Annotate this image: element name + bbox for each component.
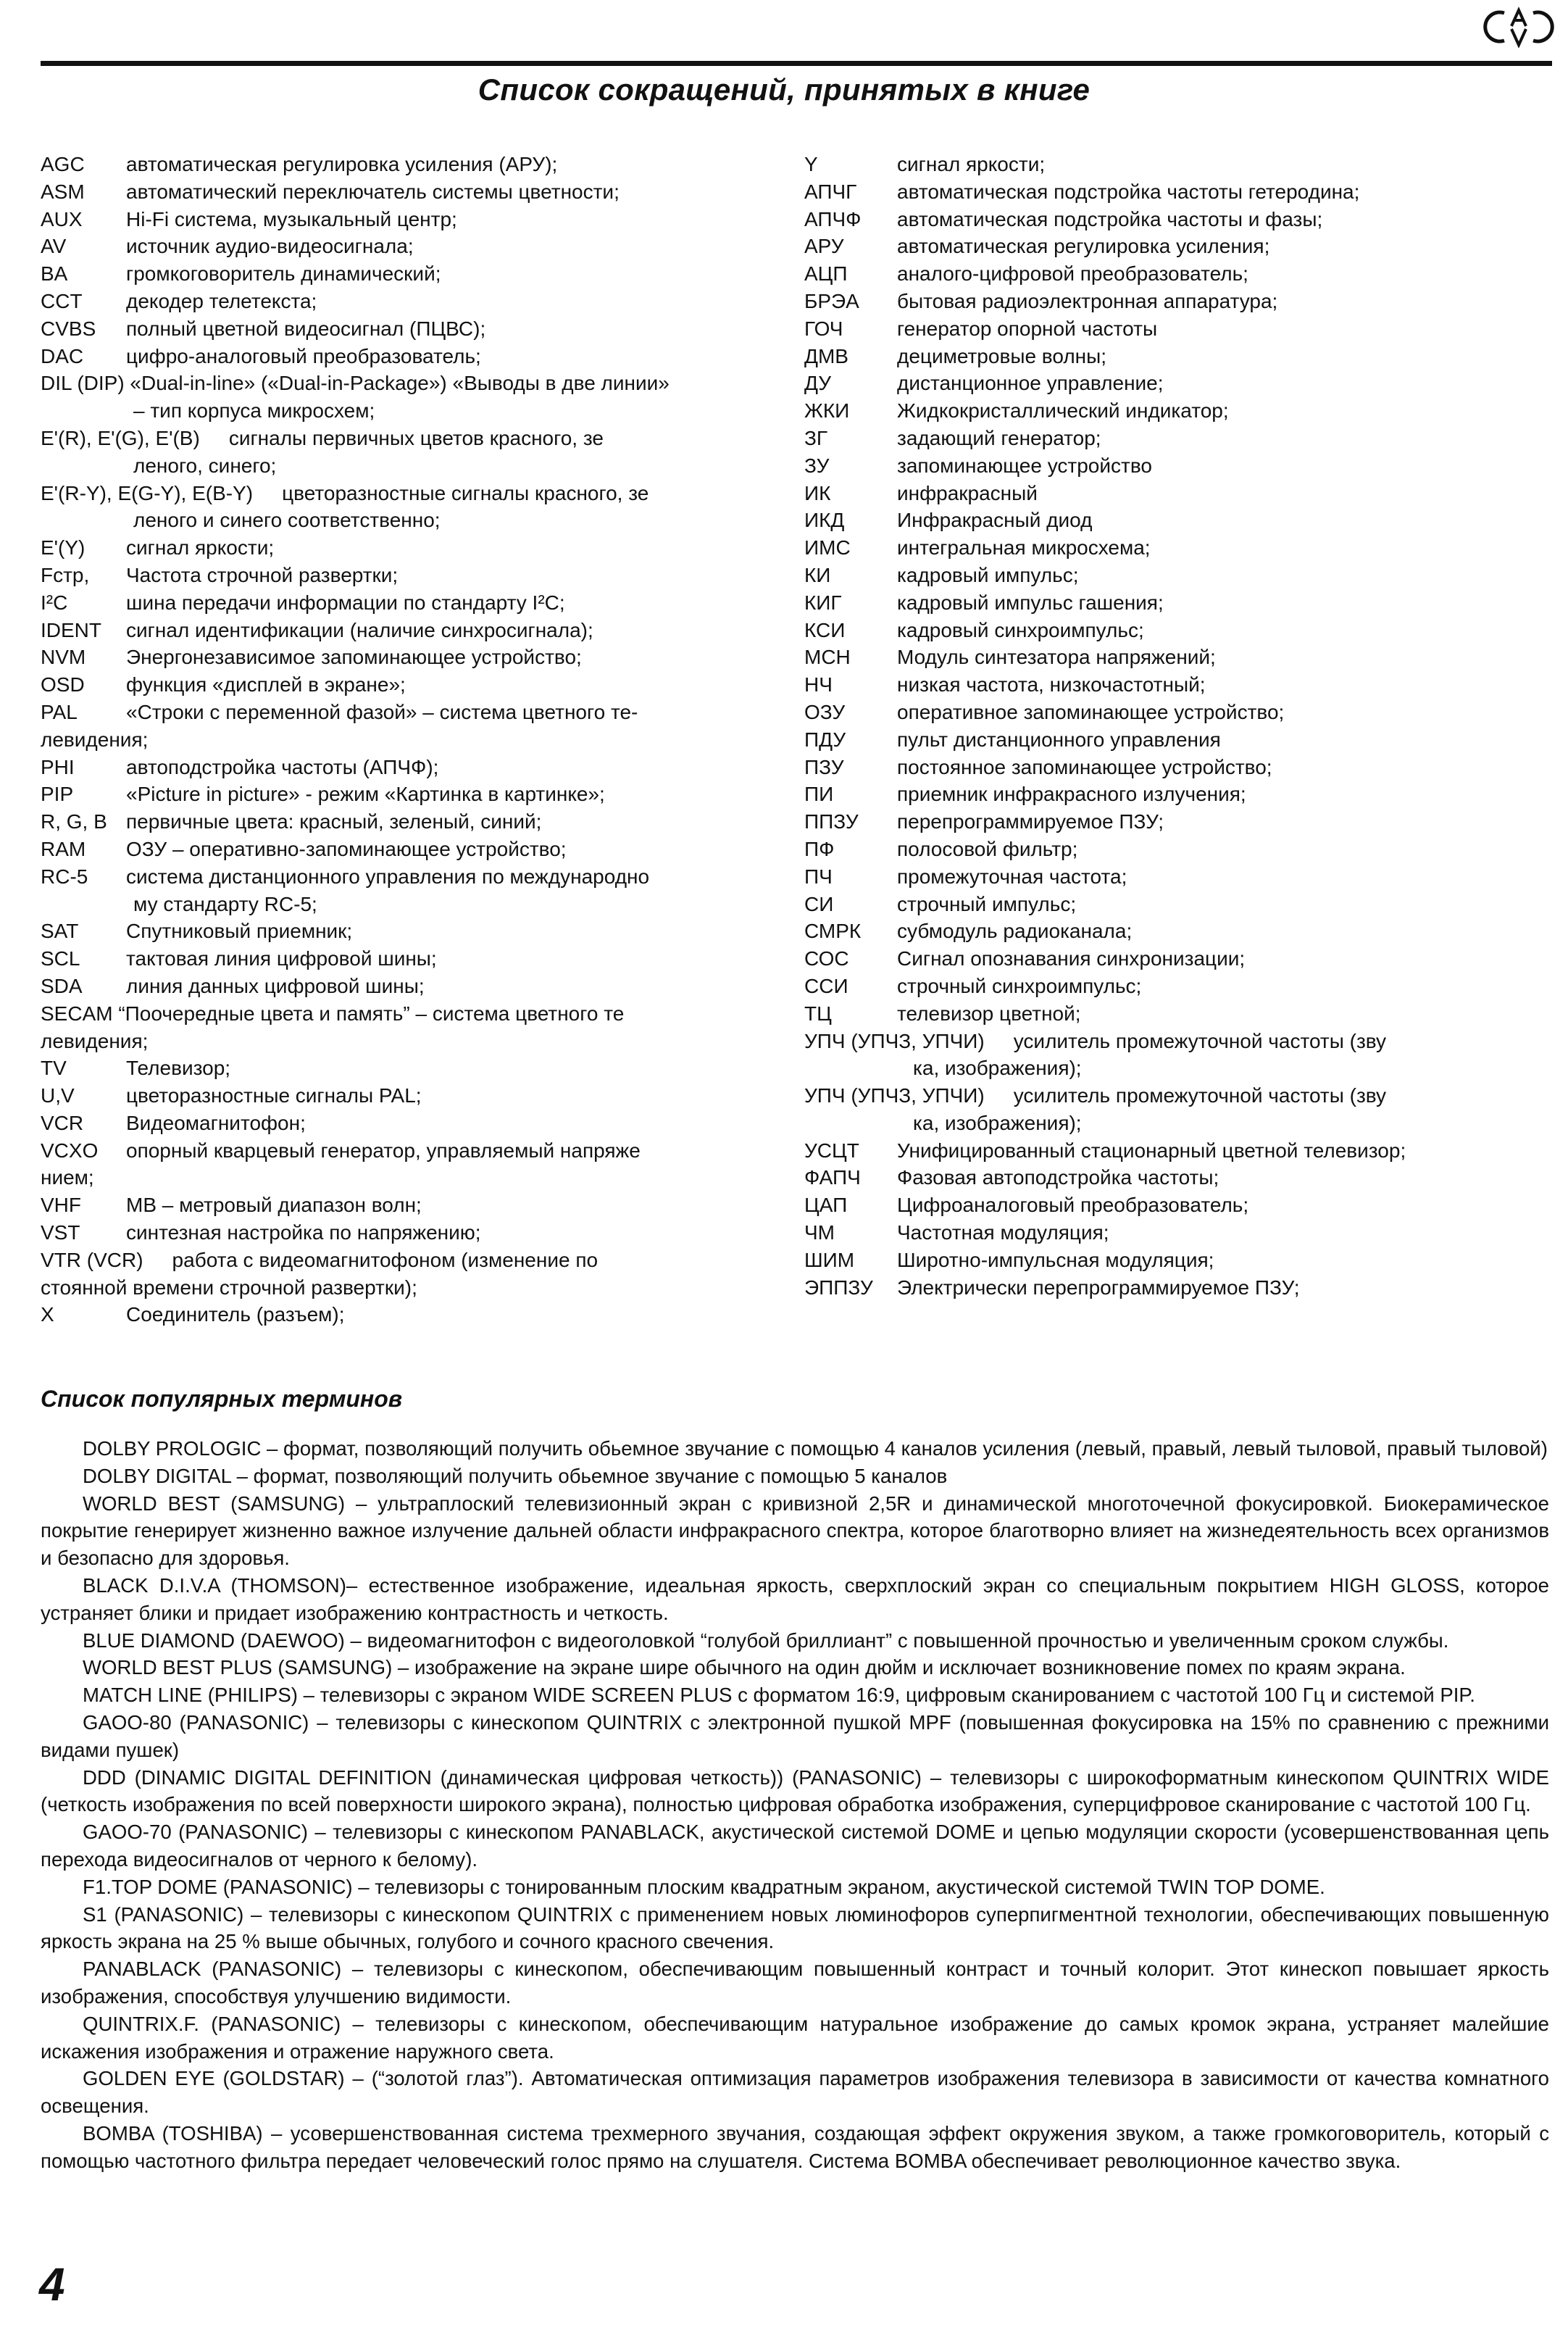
abbr-term: ТЦ (804, 1002, 832, 1025)
abbr-definition: сигналы первичных цветов красного, зе (228, 426, 604, 449)
abbr-definition: работа с видеомагнитофоном (изменение по (172, 1248, 599, 1271)
abbr-definition: автоматическая регулировка усиления; (897, 235, 1270, 258)
abbr-definition: низкая частота, низкочастотный; (897, 673, 1206, 696)
abbr-row (804, 288, 1558, 315)
abbr-continuation: нием; (41, 1166, 94, 1189)
abbr-line: SECAM “Поочередные цвета и память” – система цветного те (41, 1002, 625, 1025)
abbr-term: КСИ (804, 618, 846, 641)
abbr-definition: Сигнал опознавания синхронизации; (897, 947, 1246, 970)
abbr-term: NVM (41, 646, 86, 669)
abbr-row (41, 781, 765, 808)
abbr-term: БРЭА (804, 289, 859, 312)
abbr-definition: кадровый импульс гашения; (897, 591, 1164, 614)
abbr-term: АРУ (804, 235, 844, 258)
abbr-term: OSD (41, 673, 85, 696)
abbr-definition: Частота строчной развертки; (126, 563, 399, 586)
abbr-row (41, 288, 765, 315)
abbreviations-left-column (41, 151, 765, 1328)
term-paragraph: BLUE DIAMOND (DAEWOO) – видеомагнитофон с видеоголовкой “голубой бриллиант” с повышенной прочностью и увеличенным сроком службы. (83, 1629, 1449, 1652)
abbr-row (41, 1000, 765, 1028)
abbr-definition: Инфракрасный диод (897, 509, 1093, 532)
av-logo-icon (1482, 6, 1555, 48)
abbr-row (804, 836, 1558, 863)
abbr-continuation: ка, изображения); (913, 1111, 1082, 1134)
abbr-term: ЭППЗУ (804, 1276, 873, 1299)
abbr-row (41, 863, 765, 891)
abbr-definition: запоминающее устройство (897, 454, 1152, 477)
abbr-term: VST (41, 1221, 80, 1244)
abbr-term: DAC (41, 344, 84, 367)
abbr-term: VCXO (41, 1139, 99, 1162)
abbr-term: VHF (41, 1194, 81, 1217)
abbr-row (804, 918, 1558, 945)
abbr-definition: полосовой фильтр; (897, 837, 1078, 860)
abbr-definition: цифро-аналоговый преобразователь; (126, 344, 481, 367)
abbr-term: RAM (41, 837, 86, 860)
abbr-row (41, 1219, 765, 1247)
abbr-definition: промежуточная частота; (897, 865, 1127, 888)
terms-list (41, 1435, 1549, 2175)
abbr-definition: линия данных цифровой шины; (126, 974, 425, 997)
term-paragraph: BLACK D.I.V.A (THOMSON)– естественное изображение, идеальная яркость, сверхплоский экран со специальным покрытием HIGH GLOSS, которое устраняет блики и придает изображению контрастность и четкость. (41, 1573, 1549, 1624)
abbr-definition: декодер телетекста; (126, 289, 317, 312)
abbr-row (804, 1274, 1558, 1302)
abbr-row (41, 425, 765, 452)
abbr-row (804, 206, 1558, 233)
abbr-term: SDA (41, 974, 83, 997)
abbr-definition: Фазовая автоподстройка частоты; (897, 1166, 1219, 1189)
page-number: 4 (39, 2258, 65, 2311)
abbr-definition: дециметровые волны; (897, 344, 1107, 367)
abbr-row (804, 644, 1558, 671)
abbr-row (41, 1301, 765, 1328)
abbr-term: SCL (41, 947, 80, 970)
abbr-definition: усилитель промежуточной частоты (зву (1013, 1084, 1387, 1107)
abbr-continuation: ка, изображения); (913, 1057, 1082, 1080)
abbr-definition: цветоразностные сигналы PAL; (126, 1084, 422, 1107)
abbr-definition: Модуль синтезатора напряжений; (897, 646, 1216, 669)
abbr-term: ЦАП (804, 1194, 848, 1217)
abbr-definition: усилитель промежуточной частоты (зву (1013, 1029, 1387, 1052)
abbr-row (41, 589, 765, 617)
abbr-definition: Спутниковый приемник; (126, 920, 353, 943)
abbr-term: AUX (41, 207, 83, 230)
abbr-row (41, 644, 765, 671)
abbr-definition: Жидкокристаллический индикатор; (897, 399, 1229, 423)
abbr-definition: аналого-цифровой преобразователь; (897, 262, 1248, 286)
abbr-row (804, 808, 1558, 836)
abbr-definition: инфракрасный (897, 481, 1038, 504)
abbr-term: R, G, B (41, 810, 107, 833)
abbr-row (41, 1191, 765, 1219)
abbr-row (804, 863, 1558, 891)
term-paragraph: GAOO-80 (PANASONIC) – телевизоры с кинескопом QUINTRIX с электронной пушкой MPF (повышенная фокусировка на 15% по сравнению с прежними видами пушек) (41, 1710, 1549, 1761)
abbr-definition: задающий генератор; (897, 426, 1101, 449)
abbr-row (804, 973, 1558, 1000)
term-paragraph: GOLDEN EYE (GOLDSTAR) – (“золотой глаз”). Автоматическая оптимизация параметров изображения телевизора в зависимости от качества комнатного освещения. (41, 2067, 1549, 2118)
abbr-definition: пульт дистанционного управления (897, 728, 1221, 751)
abbr-definition: синтезная настройка по напряжению; (126, 1221, 481, 1244)
abbr-row (41, 151, 765, 178)
abbr-term: ФАПЧ (804, 1166, 861, 1189)
abbr-term: PIP (41, 783, 74, 806)
term-paragraph: DDD (DINAMIC DIGITAL DEFINITION (динамическая цифровая четкость)) (PANASONIC) – телевизоры с широкоформатным кинескопом QUINTRIX WIDE (четкость изображения по всей поверхности широкого экрана), полностью цифровая обработка изображения, суперцифровое сканирование с частотой 100 Гц. (41, 1765, 1549, 1816)
abbr-row (804, 343, 1558, 370)
abbr-term: CVBS (41, 317, 96, 340)
abbr-term: УПЧ (УПЧЗ, УПЧИ) (804, 1084, 985, 1107)
abbr-term: RC-5 (41, 865, 88, 888)
abbr-row (804, 754, 1558, 781)
header-rule (41, 61, 1552, 66)
abbr-row (41, 370, 765, 397)
abbr-term: АЦП (804, 262, 848, 286)
abbr-definition: опорный кварцевый генератор, управляемый напряже (126, 1139, 641, 1162)
abbr-term: Y (804, 153, 818, 175)
abbr-row (41, 206, 765, 233)
abbr-row (804, 1082, 1558, 1110)
abbr-continuation: леного, синего; (133, 454, 277, 477)
abbr-row (41, 480, 765, 507)
abbr-row (804, 397, 1558, 425)
abbr-definition: интегральная микросхема; (897, 536, 1151, 560)
abbr-row (804, 617, 1558, 644)
abbr-definition: генератор опорной частоты (897, 317, 1158, 340)
abbr-term: ИМС (804, 536, 851, 560)
abbr-row (41, 315, 765, 343)
abbr-definition: Широтно-импульсная модуляция; (897, 1248, 1214, 1271)
abbr-term: I²C (41, 591, 68, 614)
abbr-row (804, 370, 1558, 397)
abbr-row (804, 452, 1558, 480)
abbr-definition: дистанционное управление; (897, 372, 1164, 395)
abbr-definition: источник аудио-видеосигнала; (126, 235, 414, 258)
abbr-term: VCR (41, 1111, 84, 1134)
abbr-row (804, 151, 1558, 178)
abbr-continuation: му стандарту RC-5; (133, 892, 317, 915)
term-paragraph: S1 (PANASONIC) – телевизоры с кинескопом QUINTRIX с применением новых люминофоров суперпигментной технологии, обеспечивающих повышенную яркость экрана на 25 % выше обычных, голубого и сочного красного свечения. (41, 1902, 1549, 1953)
abbr-definition: «Picture in picture» - режим «Картинка в картинке»; (126, 783, 605, 806)
abbr-row (804, 507, 1558, 534)
abbr-row (41, 836, 765, 863)
abbr-definition: автоподстройка частоты (АПЧФ); (126, 755, 439, 778)
abbr-term: ИКД (804, 509, 845, 532)
abbr-term: ПЧ (804, 865, 833, 888)
abbr-row (41, 534, 765, 562)
abbr-term: VTR (VCR) (41, 1248, 143, 1271)
abbr-term: СОС (804, 947, 849, 970)
abbr-term: СИ (804, 892, 834, 915)
abbr-term: КИ (804, 563, 831, 586)
abbr-definition: автоматическая регулировка усиления (АРУ); (126, 153, 558, 175)
abbr-term: ГОЧ (804, 317, 843, 340)
abbr-row (804, 891, 1558, 918)
abbr-definition: функция «дисплей в экране»; (126, 673, 406, 696)
abbr-definition: шина передачи информации по стандарту I²C; (126, 591, 565, 614)
term-paragraph: PANABLACK (PANASONIC) – телевизоры с кинескопом, обеспечивающим повышенный контраст и точный колорит. Этот кинескоп повышает яркость изображения, способствуя улучшению видимости. (41, 1958, 1549, 2008)
term-paragraph: WORLD BEST PLUS (SAMSUNG) – изображение на экране шире обычного на один дюйм и исключает возникновение помех по краям экрана. (83, 1656, 1406, 1679)
abbr-definition: перепрограммируемое ПЗУ; (897, 810, 1164, 833)
abbr-term: E'(Y) (41, 536, 86, 560)
abbr-term: BA (41, 262, 68, 286)
abbr-row (804, 1000, 1558, 1028)
abbreviations-right-column (804, 151, 1558, 1301)
abbr-row (804, 945, 1558, 973)
abbr-continuation: – тип корпуса микросхем; (133, 399, 375, 423)
abbr-continuation: леного и синего соответственно; (133, 509, 441, 532)
abbr-term: ЗУ (804, 454, 830, 477)
abbr-term: PHI (41, 755, 75, 778)
abbr-definition: Энергонезависимое запоминающее устройство; (126, 646, 582, 669)
abbr-row (41, 671, 765, 699)
abbr-definition: строчный синхроимпульс; (897, 974, 1142, 997)
abbr-definition: автоматический переключатель системы цветности; (126, 180, 620, 203)
abbr-term: ПФ (804, 837, 835, 860)
abbr-row (41, 918, 765, 945)
abbr-definition: Унифицированный стационарный цветной телевизор; (897, 1139, 1406, 1162)
abbr-definition: кадровый синхроимпульс; (897, 618, 1144, 641)
abbr-row (41, 973, 765, 1000)
abbr-term: ЧМ (804, 1221, 835, 1244)
abbr-row (804, 425, 1558, 452)
abbr-row (804, 562, 1558, 589)
term-paragraph: QUINTRIX.F. (PANASONIC) – телевизоры с кинескопом, обеспечивающим натуральное изображение до самых кромок экрана, устраняет малейшие искажения изображения и отражение наружного света. (41, 2012, 1549, 2063)
page-title: Список сокращений, принятых в книге (478, 72, 1090, 107)
abbr-row (41, 1110, 765, 1137)
abbr-term: ДУ (804, 372, 832, 395)
abbr-term: ССИ (804, 974, 848, 997)
abbr-definition: Цифроаналоговый преобразователь; (897, 1194, 1249, 1217)
abbr-row (804, 178, 1558, 206)
abbr-row (804, 781, 1558, 808)
abbr-term: CCT (41, 289, 83, 312)
terms-heading: Список популярных терминов (41, 1386, 403, 1412)
abbr-definition: оперативное запоминающее устройство; (897, 700, 1285, 723)
abbr-term: УПЧ (УПЧЗ, УПЧИ) (804, 1029, 985, 1052)
abbr-row (41, 754, 765, 781)
abbr-term: МСН (804, 646, 851, 669)
abbr-row (804, 726, 1558, 754)
abbr-definition: бытовая радиоэлектронная аппаратура; (897, 289, 1278, 312)
abbr-definition: приемник инфракрасного излучения; (897, 783, 1246, 806)
abbr-definition: сигнал яркости; (126, 536, 275, 560)
abbr-row (41, 699, 765, 726)
abbr-term: ЗГ (804, 426, 828, 449)
abbr-row (41, 1055, 765, 1082)
term-paragraph: GAOO-70 (PANASONIC) – телевизоры с кинескопом PANABLACK, акустической системой DOME и цепью модуляции скорости (усовершенствованная цепь перехода видеосигналов от черного к белому). (41, 1821, 1549, 1871)
abbr-definition: МВ – метровый диапазон волн; (126, 1194, 422, 1217)
abbr-definition: сигнал идентификации (наличие синхросигнала); (126, 618, 593, 641)
abbr-definition: постоянное запоминающее устройство; (897, 755, 1272, 778)
abbr-row (41, 945, 765, 973)
term-paragraph: WORLD BEST (SAMSUNG) – ультраплоский телевизионный экран с кривизной 2,5R и динамической многоточечной фокусировкой. Биокерамическое покрытие генерирует жизненно важное излучение дальней области инфракрасного спектра, которое благотворно влияет на жизнедеятельность всех организмов и безопасно для здоровья. (41, 1492, 1549, 1570)
abbr-row (804, 589, 1558, 617)
abbr-row (804, 1247, 1558, 1274)
abbr-definition: автоматическая подстройка частоты и фазы; (897, 207, 1323, 230)
abbr-row (804, 699, 1558, 726)
abbr-term: ASM (41, 180, 85, 203)
abbr-row (804, 671, 1558, 699)
abbr-term: IDENT (41, 618, 101, 641)
abbr-term: ШИМ (804, 1248, 855, 1271)
abbr-continuation: стоянной времени строчной развертки); (41, 1276, 417, 1299)
abbr-term: КИГ (804, 591, 842, 614)
abbr-row (804, 233, 1558, 260)
abbr-definition: ОЗУ – оперативно-запоминающее устройство; (126, 837, 567, 860)
abbr-row (804, 1191, 1558, 1219)
abbr-term: AV (41, 235, 67, 258)
abbr-term: ИК (804, 481, 831, 504)
abbr-term: ППЗУ (804, 810, 859, 833)
abbr-row (41, 617, 765, 644)
term-paragraph: DOLBY DIGITAL – формат, позволяющий получить обьемное звучание с помощью 5 каналов (83, 1464, 948, 1487)
abbr-row (804, 1164, 1558, 1191)
term-paragraph: MATCH LINE (PHILIPS) – телевизоры с экраном WIDE SCREEN PLUS с форматом 16:9, цифровым сканированием с частотой 100 Гц и системой PIP. (83, 1684, 1475, 1707)
abbr-term: АПЧГ (804, 180, 857, 203)
abbr-row (41, 1137, 765, 1165)
abbr-row (804, 534, 1558, 562)
abbr-term: СМРК (804, 920, 862, 943)
abbr-definition: полный цветной видеосигнал (ПЦВС); (126, 317, 486, 340)
abbr-term: ПЗУ (804, 755, 844, 778)
abbr-row (804, 260, 1558, 288)
abbr-definition: Телевизор; (126, 1057, 231, 1080)
abbr-term: ОЗУ (804, 700, 846, 723)
abbr-row (41, 1247, 765, 1274)
abbr-term: X (41, 1303, 54, 1326)
abbr-definition: цветоразностные сигналы красного, зе (282, 481, 649, 504)
abbr-term: АПЧФ (804, 207, 862, 230)
abbr-row (804, 480, 1558, 507)
abbr-row (41, 808, 765, 836)
abbr-line: DIL (DIP) «Dual-in-line» («Dual-in-Package») «Выводы в две линии» (41, 372, 670, 395)
abbr-definition: тактовая линия цифровой шины; (126, 947, 437, 970)
abbr-row (41, 1082, 765, 1110)
abbr-term: U,V (41, 1084, 75, 1107)
abbr-term: ЖКИ (804, 399, 850, 423)
abbr-term: E'(R), E'(G), E'(B) (41, 426, 200, 449)
abbr-row (41, 178, 765, 206)
abbr-term: ПИ (804, 783, 834, 806)
abbr-row (804, 1028, 1558, 1055)
abbr-term: ПДУ (804, 728, 846, 751)
abbr-term: TV (41, 1057, 67, 1080)
abbr-continuation: левидения; (41, 1029, 149, 1052)
abbr-definition: Электрически перепрограммируемое ПЗУ; (897, 1276, 1300, 1299)
abbr-definition: Видеомагнитофон; (126, 1111, 306, 1134)
abbr-term: Fстр, (41, 563, 90, 586)
abbr-definition: сигнал яркости; (897, 153, 1046, 175)
abbr-definition: Hi-Fi система, музыкальный центр; (126, 207, 457, 230)
term-paragraph: DOLBY PROLOGIC – формат, позволяющий получить обьемное звучание с помощью 4 каналов усиления (левый, правый, левый тыловой, правый тыловой) (83, 1437, 1548, 1460)
abbr-term: PAL (41, 700, 78, 723)
abbr-term: ДМВ (804, 344, 848, 367)
abbr-row (804, 1219, 1558, 1247)
abbr-continuation: левидения; (41, 728, 149, 751)
abbr-definition: строчный импульс; (897, 892, 1077, 915)
abbr-definition: субмодуль радиоканала; (897, 920, 1133, 943)
abbr-row (41, 233, 765, 260)
abbr-definition: телевизор цветной; (897, 1002, 1081, 1025)
term-paragraph: F1.TOP DOME (PANASONIC) – телевизоры с тонированным плоским квадратным экраном, акустической системой TWIN TOP DOME. (83, 1875, 1325, 1898)
abbr-row (804, 1137, 1558, 1165)
abbr-row (41, 562, 765, 589)
abbr-definition: «Строки с переменной фазой» – система цветного те- (126, 700, 638, 723)
abbr-definition: Частотная модуляция; (897, 1221, 1109, 1244)
abbr-term: НЧ (804, 673, 833, 696)
abbr-definition: громкоговоритель динамический; (126, 262, 441, 286)
abbr-definition: первичные цвета: красный, зеленый, синий; (126, 810, 542, 833)
term-paragraph: BOMBA (TOSHIBA) – усовершенствованная система трехмерного звучания, создающая эффект окружения звуком, а также громкоговоритель, который с помощью частотного фильтра передает человеческий голос прямо на слушателя. Система BOMBA обеспечивает революционное качество звука. (41, 2121, 1549, 2172)
abbr-definition: Соединитель (разъем); (126, 1303, 345, 1326)
abbr-row (804, 315, 1558, 343)
abbr-row (41, 343, 765, 370)
abbr-term: E'(R-Y), E(G-Y), E(B-Y) (41, 481, 254, 504)
abbr-definition: автоматическая подстройка частоты гетеродина; (897, 180, 1360, 203)
abbr-row (41, 260, 765, 288)
abbr-term: УСЦТ (804, 1139, 859, 1162)
abbr-definition: система дистанционного управления по международно (126, 865, 650, 888)
abbr-definition: кадровый импульс; (897, 563, 1079, 586)
abbr-term: AGC (41, 153, 85, 175)
abbr-term: SAT (41, 920, 79, 943)
